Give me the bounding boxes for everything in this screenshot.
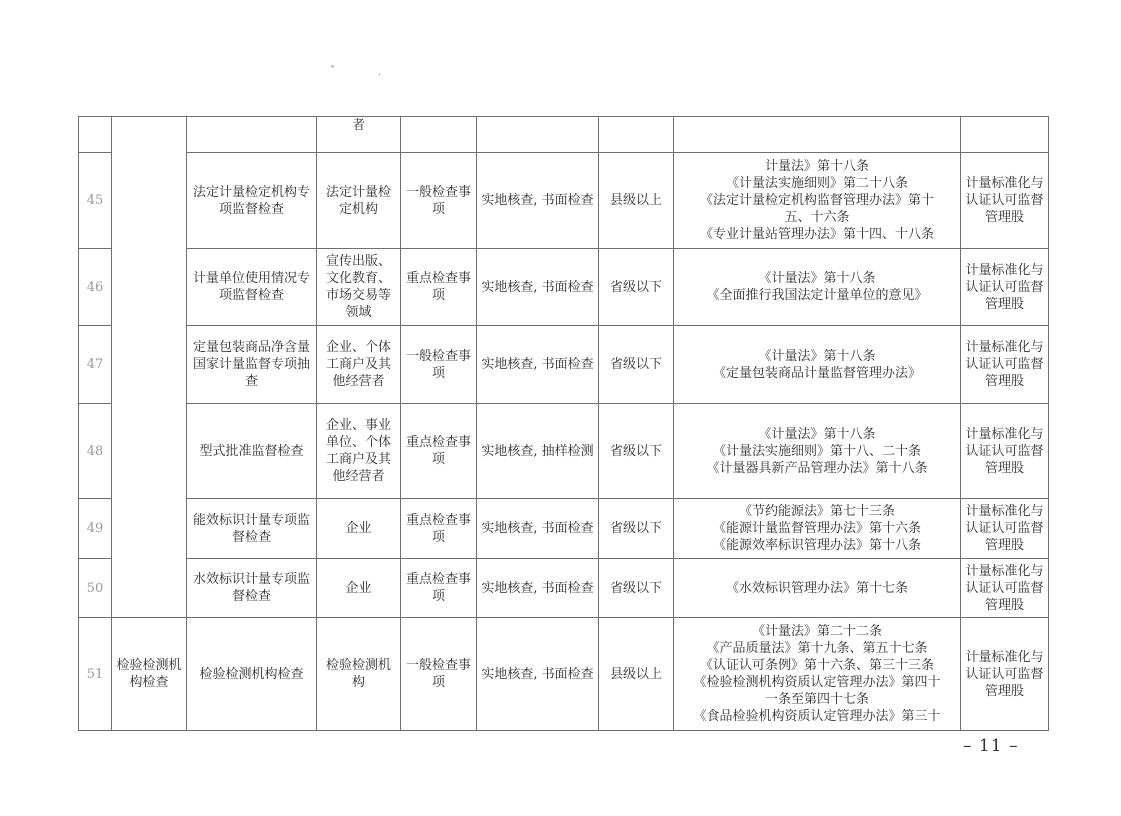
method-cell: 实地核查, 书面检查 bbox=[477, 618, 599, 731]
method-cell: 实地核查, 书面检查 bbox=[477, 249, 599, 326]
row-number: 48 bbox=[79, 404, 112, 499]
row-number: 46 bbox=[79, 249, 112, 326]
target-cell: 企业、个体工商户及其他经营者 bbox=[317, 326, 401, 404]
basis-line: 《能源效率标识管理办法》第十八条 bbox=[712, 538, 921, 553]
basis-line: 《计量器具新产品管理办法》第十八条 bbox=[706, 460, 928, 476]
table-row bbox=[79, 499, 1049, 559]
dept-cell: 计量标准化与认证认可监督管理股 bbox=[961, 559, 1049, 618]
basis-cell bbox=[674, 117, 961, 153]
level-cell bbox=[599, 117, 674, 153]
table-row bbox=[79, 153, 1049, 249]
type-cell: 重点检查事项 bbox=[401, 559, 477, 618]
dept-cell: 计量标准化与认证认可监督管理股 bbox=[961, 404, 1049, 499]
type-cell: 一般检查事项 bbox=[401, 153, 477, 249]
target-cell: 检验检测机构 bbox=[317, 618, 401, 731]
basis-line: 《检验检测机构资质认定管理办法》第四十 bbox=[693, 675, 941, 690]
type-cell bbox=[401, 117, 477, 153]
item-cell: 检验检测机构检查 bbox=[187, 618, 317, 731]
item-cell: 法定计量检定机构专项监督检查 bbox=[187, 153, 317, 249]
row-number: 45 bbox=[79, 153, 112, 249]
table-row-continued bbox=[79, 117, 1049, 153]
dept-cell: 计量标准化与认证认可监督管理股 bbox=[961, 326, 1049, 404]
basis-line: 《认证认可条例》第十六条、第三十三条 bbox=[699, 658, 934, 673]
basis-cell bbox=[674, 404, 961, 499]
basis-line: 《水效标识管理办法》第十七条 bbox=[725, 580, 908, 596]
type-cell: 一般检查事项 bbox=[401, 326, 477, 404]
row-number: 47 bbox=[79, 326, 112, 404]
basis-line: 《计量法》第十八条 bbox=[758, 348, 876, 364]
method-cell bbox=[477, 117, 599, 153]
table-row bbox=[79, 249, 1049, 326]
basis-cell bbox=[674, 249, 961, 326]
level-cell: 省级以下 bbox=[599, 404, 674, 499]
table-row bbox=[79, 326, 1049, 404]
type-cell: 重点检查事项 bbox=[401, 404, 477, 499]
basis-line: 《计量法》第十八条 bbox=[758, 426, 876, 442]
level-cell: 省级以下 bbox=[599, 326, 674, 404]
page-number: – 11 – bbox=[963, 736, 1019, 756]
table-row bbox=[79, 559, 1049, 618]
target-cell: 法定计量检定机构 bbox=[317, 153, 401, 249]
level-cell: 省级以下 bbox=[599, 559, 674, 618]
item-cell bbox=[187, 117, 317, 153]
target-cell: 宣传出版、文化教育、市场交易等领域 bbox=[317, 249, 401, 326]
item-cell: 能效标识计量专项监督检查 bbox=[187, 499, 317, 559]
basis-line: 《产品质量法》第十九条、第五十七条 bbox=[706, 641, 928, 656]
basis-cell bbox=[674, 153, 961, 249]
scan-speck: ˚ bbox=[330, 66, 335, 77]
basis-line: 计量法》第十八条 bbox=[764, 159, 869, 174]
basis-line: 《全面推行我国法定计量单位的意见》 bbox=[706, 288, 928, 303]
basis-line: 《计量法》第十八条 bbox=[758, 271, 876, 286]
item-cell: 水效标识计量专项监督检查 bbox=[187, 559, 317, 618]
inspection-table bbox=[78, 116, 1049, 731]
dept-cell: 计量标准化与认证认可监督管理股 bbox=[961, 499, 1049, 559]
method-cell: 实地核查, 书面检查 bbox=[477, 559, 599, 618]
category-cell: 检验检测机构检查 bbox=[112, 618, 187, 731]
scan-speck: · bbox=[378, 70, 382, 81]
basis-line: 《法定计量检定机构监督管理办法》第十 bbox=[699, 193, 934, 208]
basis-cell bbox=[674, 618, 961, 731]
level-cell: 县级以上 bbox=[599, 618, 674, 731]
type-cell: 一般检查事项 bbox=[401, 618, 477, 731]
basis-line: 五、十六条 bbox=[784, 210, 850, 225]
basis-line: 《定量包装商品计量监督管理办法》 bbox=[712, 365, 921, 381]
method-cell: 实地核查, 抽样检测 bbox=[477, 404, 599, 499]
level-cell: 省级以下 bbox=[599, 499, 674, 559]
table-row bbox=[79, 404, 1049, 499]
basis-line: 《专业计量站管理办法》第十四、十八条 bbox=[699, 227, 934, 242]
target-cell: 企业 bbox=[317, 559, 401, 618]
dept-cell: 计量标准化与认证认可监督管理股 bbox=[961, 153, 1049, 249]
dept-cell bbox=[961, 117, 1049, 153]
row-number: 51 bbox=[79, 618, 112, 731]
target-cell: 企业、事业单位、个体工商户及其他经营者 bbox=[317, 404, 401, 499]
basis-cell bbox=[674, 499, 961, 559]
basis-line: 《计量法实施细则》第二十八条 bbox=[725, 176, 908, 191]
type-cell: 重点检查事项 bbox=[401, 249, 477, 326]
row-number bbox=[79, 117, 112, 153]
method-cell: 实地核查, 书面检查 bbox=[477, 499, 599, 559]
basis-line: 《计量法》第二十二条 bbox=[751, 624, 882, 639]
basis-line: 《计量法实施细则》第十八、二十条 bbox=[712, 443, 921, 459]
level-cell: 省级以下 bbox=[599, 249, 674, 326]
item-cell: 计量单位使用情况专项监督检查 bbox=[187, 249, 317, 326]
target-cell: 企业 bbox=[317, 499, 401, 559]
type-cell: 重点检查事项 bbox=[401, 499, 477, 559]
dept-cell: 计量标准化与认证认可监督管理股 bbox=[961, 249, 1049, 326]
item-cell: 型式批准监督检查 bbox=[187, 404, 317, 499]
basis-line: 《能源计量监督管理办法》第十六条 bbox=[712, 521, 921, 536]
table-row bbox=[79, 618, 1049, 731]
method-cell: 实地核查, 书面检查 bbox=[477, 153, 599, 249]
basis-cell bbox=[674, 559, 961, 618]
basis-cell bbox=[674, 326, 961, 404]
basis-line: 《节约能源法》第七十三条 bbox=[738, 504, 895, 519]
dept-cell: 计量标准化与认证认可监督管理股 bbox=[961, 618, 1049, 731]
target-cell: 者 bbox=[317, 117, 401, 153]
level-cell: 县级以上 bbox=[599, 153, 674, 249]
method-cell: 实地核查, 书面检查 bbox=[477, 326, 599, 404]
item-cell: 定量包装商品净含量国家计量监督专项抽查 bbox=[187, 326, 317, 404]
category-cell-continued bbox=[112, 117, 187, 618]
row-number: 50 bbox=[79, 559, 112, 618]
row-number: 49 bbox=[79, 499, 112, 559]
basis-line: 一条至第四十七条 bbox=[764, 692, 869, 707]
basis-line: 《食品检验机构资质认定管理办法》第三十 bbox=[693, 709, 941, 724]
